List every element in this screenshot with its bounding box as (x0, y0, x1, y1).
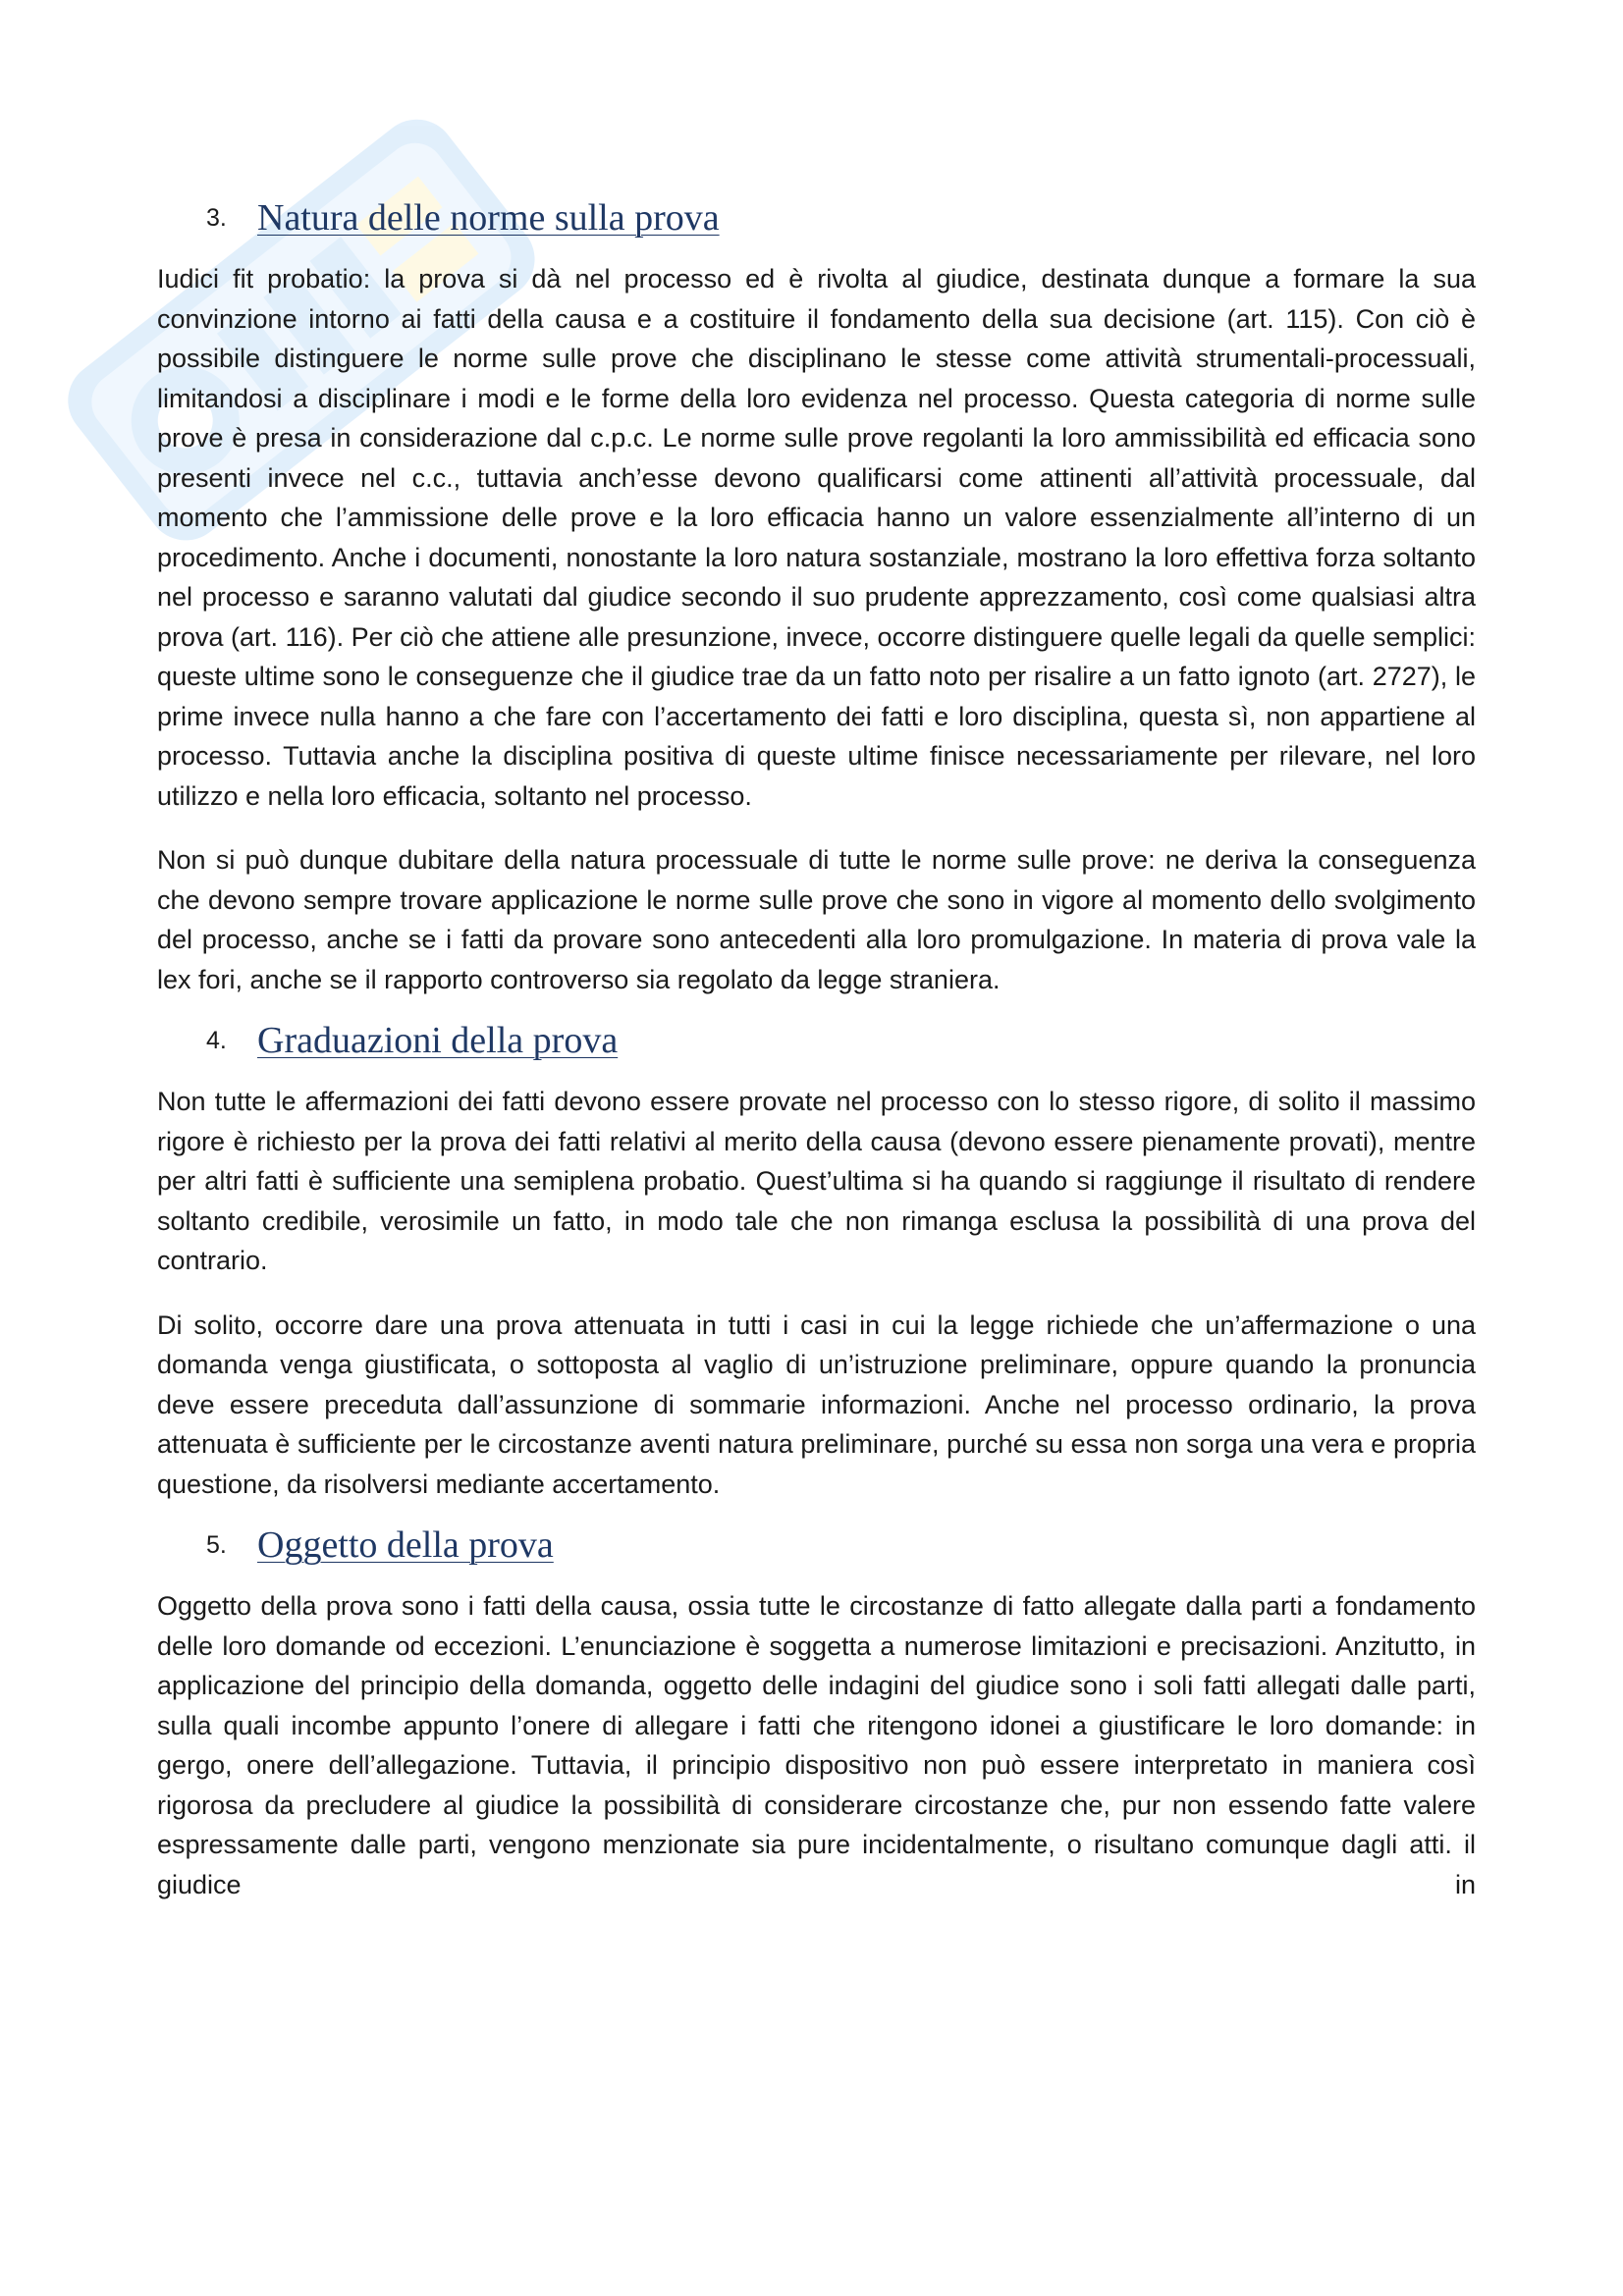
section-heading (157, 1504, 1476, 1565)
section-number: 3. (206, 204, 227, 232)
section-graduazioni (157, 999, 1476, 1504)
section-natura (157, 177, 1476, 999)
section-title-link[interactable]: Natura delle norme sulla prova (257, 197, 720, 239)
section-heading (157, 177, 1476, 238)
document-page (157, 187, 1476, 1904)
paragraph: Iudici fit probatio: la prova si dà nel processo ed è rivolta al giudice, destinata dunque a formare la sua convinzione intorno ai fatti della causa e a costituire il fondamento della sua decisione (art. 115). Con ciò è possibile distinguere le norme sulle prove che disciplinano le stesse come attività strumentali-processuali, limitandosi a disciplinare i modi e le forme della loro evidenza nel processo. Questa categoria di norme sulle prove è presa in considerazione dal c.p.c. Le norme sulle prove regolanti la loro ammissibilità ed efficacia sono presenti invece nel c.c., tuttavia anch’esse devono qualificarsi come attinenti all’attività processuale, dal momento che l’ammissione delle prove e la loro efficacia hanno un valore essenzialmente all’interno di un procedimento. Anche i documenti, nonostante la loro natura sostanziale, mostrano la loro effettiva forza soltanto nel processo e saranno valutati dal giudice secondo il suo prudente apprezzamento, così come qualsiasi altra prova (art. 116). Per ciò che attiene alle presunzione, invece, occorre distinguere quelle legali da quelle semplici: queste ultime sono le conseguenze che il giudice trae da un fatto noto per risalire a un fatto ignoto (art. 2727), le prime invece nulla hanno a che fare con l’accertamento dei fatti e loro disciplina, questa sì, non appartiene al processo. Tuttavia anche la disciplina positiva di queste ultime finisce necessariamente per rilevare, nel loro utilizzo e nella loro efficacia, soltanto nel processo. (157, 264, 1476, 811)
section-number: 5. (206, 1531, 227, 1559)
paragraph: Non tutte le affermazioni dei fatti devono essere provate nel processo con lo stesso rigore, di solito il massimo rigore è richiesto per la prova dei fatti relativi al merito della causa (devono essere pienamente provati), mentre per altri fatti è sufficiente una semiplena probatio. Quest’ultima si ha quando si raggiunge il risultato di rendere soltanto credibile, verosimile un fatto, in modo tale che non rimanga esclusa la possibilità di una prova del contrario. (157, 1087, 1476, 1275)
section-title-link[interactable]: Graduazioni della prova (257, 1020, 619, 1061)
paragraph: Non si può dunque dubitare della natura processuale di tutte le norme sulle prove: ne deriva la conseguenza che devono sempre trovare applicazione le norme sulle prove che sono in vigore al momento dello svolgimento del processo, anche se i fatti da provare sono antecedenti alla loro promulgazione. In materia di prova vale la lex fori, anche se il rapporto controverso sia regolato da legge straniera. (157, 845, 1476, 994)
paragraph: Di solito, occorre dare una prova attenuata in tutti i casi in cui la legge richiede che un’affermazione o una domanda venga giustificata, o sottoposta al vaglio di un’istruzione preliminare, oppure quando la pronuncia deve essere preceduta dall’assunzione di sommarie informazioni. Anche nel processo ordinario, la prova attenuata è sufficiente per le circostanze aventi natura preliminare, purché su essa non sorga una vera e propria questione, da risolversi mediante accertamento. (157, 1309, 1476, 1499)
section-title-link[interactable]: Oggetto della prova (257, 1524, 554, 1566)
section-heading (157, 999, 1476, 1060)
section-number: 4. (206, 1027, 227, 1054)
section-oggetto (157, 1504, 1476, 1904)
paragraph: Oggetto della prova sono i fatti della causa, ossia tutte le circostanze di fatto allegate dalla parti a fondamento delle loro domande od eccezioni. L’enunciazione è soggetta a numerose limitazioni e precisazioni. Anzitutto, in applicazione del principio della domanda, oggetto delle indagini del giudice sono i soli fatti allegati dalle parti, sulla quali incombe appunto l’onere di allegare i fatti che ritengono idonei a giustificare le loro domande: in gergo, onere dell’allegazione. Tuttavia, il principio dispositivo non può essere interpretato in maniera così rigorosa da precludere al giudice la possibilità di considerare circostanze che, pur non essendo fatte valere espressamente dalle parti, vengono menzionate sia pure incidentalmente, o risultano comunque dagli atti. il giudice in (157, 1591, 1476, 1899)
